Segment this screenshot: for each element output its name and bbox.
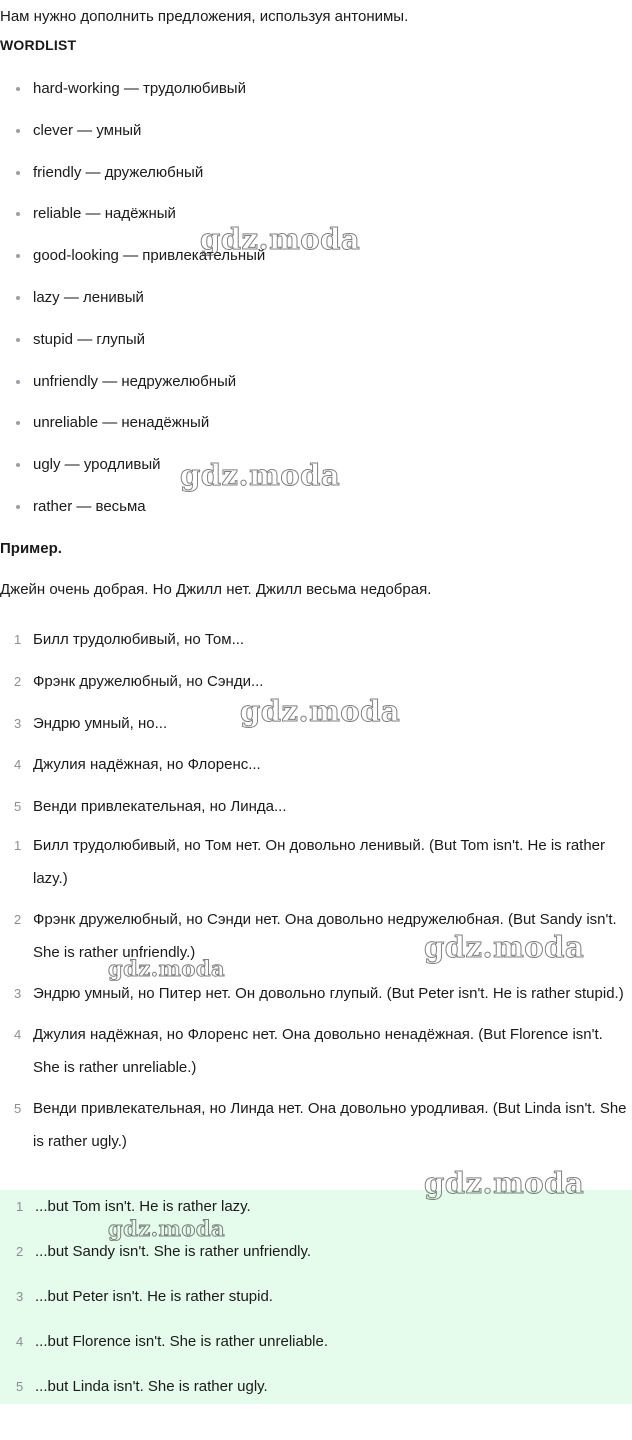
answer-ru-text: Билл трудолюбивый, но Том нет. Он довольно ленивый. (But Tom isn't. He is rather lazy.) [33, 837, 606, 887]
example-title: Пример. [0, 540, 62, 557]
bullet-icon [16, 254, 20, 258]
wordlist-item-text: reliable — надёжный [33, 205, 176, 223]
item-number: 4 [16, 1334, 24, 1349]
watermark-logo: gdz.moda [180, 458, 341, 492]
wordlist-title: WORDLIST [0, 37, 77, 53]
watermark-logo: gdz.moda [108, 956, 226, 981]
question-item [0, 629, 632, 671]
wordlist-item [0, 496, 265, 538]
answer-ru-item [0, 977, 632, 1010]
answer-en-text: ...but Linda isn't. She is rather ugly. [35, 1378, 268, 1395]
wordlist-item [0, 120, 265, 162]
answer-en-text: ...but Sandy isn't. She is rather unfriendly. [35, 1243, 312, 1260]
answer-en-text: ...but Peter isn't. He is rather stupid. [35, 1288, 273, 1305]
example-text: Джейн очень добрая. Но Джилл нет. Джилл весьма недобрая. [0, 581, 432, 598]
bullet-icon [16, 296, 20, 300]
watermark-logo: gdz.moda [240, 694, 401, 728]
item-number: 3 [14, 986, 22, 1001]
watermark-logo: gdz.moda [108, 1216, 226, 1241]
wordlist-item [0, 371, 265, 413]
wordlist-item [0, 412, 265, 454]
question-text: Венди привлекательная, но Линда... [33, 798, 287, 816]
answer-en-item [0, 1376, 328, 1421]
question-text: Фрэнк дружелюбный, но Сэнди... [33, 672, 264, 690]
question-text: Билл трудолюбивый, но Том... [33, 631, 245, 648]
answer-ru-item [0, 1018, 632, 1084]
wordlist-item-text: rather — весьма [33, 497, 146, 515]
answer-box [0, 1190, 632, 1404]
bullet-icon [16, 421, 20, 425]
bullet-icon [16, 87, 20, 91]
watermark-logo: gdz.moda [200, 222, 361, 256]
item-number: 4 [14, 757, 22, 773]
item-number: 5 [14, 799, 22, 815]
wordlist-item-text: unfriendly — недружелюбный [33, 372, 237, 390]
wordlist-item-text: stupid — глупый [33, 330, 146, 348]
item-number: 2 [14, 912, 22, 927]
watermark-logo: gdz.moda [424, 930, 585, 964]
wordlist-item-text: good-looking — привлекательный [33, 247, 266, 265]
wordlist-item-text: lazy — ленивый [33, 288, 144, 306]
watermark-logo: gdz.moda [424, 1166, 585, 1200]
question-item [0, 754, 632, 796]
answer-en-item [0, 1286, 328, 1331]
bullet-icon [16, 463, 20, 467]
bullet-icon [16, 212, 20, 216]
item-number: 3 [16, 1289, 24, 1304]
bullet-icon [16, 505, 20, 509]
wordlist-item [0, 78, 265, 120]
wordlist-item [0, 287, 265, 329]
item-number: 3 [14, 715, 22, 731]
item-number: 1 [14, 838, 22, 853]
wordlist-item [0, 162, 265, 204]
wordlist-item-text: unreliable — ненадёжный [33, 414, 210, 432]
bullet-icon [16, 338, 20, 342]
wordlist-item-text: friendly — дружелюбный [33, 163, 204, 181]
wordlist-item-text: hard-working — трудолюбивый [33, 80, 246, 97]
answer-ru-text: Фрэнк дружелюбный, но Сэнди нет. Она довольно недружелюбная. (But Sandy isn't. She is rather unfriendly.) [33, 911, 617, 961]
bullet-icon [16, 380, 20, 384]
intro-text: Нам нужно дополнить предложения, используя антонимы. [0, 8, 409, 25]
answers-ru-list [0, 829, 632, 1166]
item-number: 1 [14, 632, 22, 647]
answer-ru-item [0, 1092, 632, 1158]
wordlist-item-text: clever — умный [33, 121, 142, 139]
bullet-icon [16, 129, 20, 133]
item-number: 2 [14, 673, 22, 689]
questions-list [0, 629, 632, 838]
answer-en-text: ...but Florence isn't. She is rather unreliable. [35, 1333, 329, 1350]
item-number: 5 [14, 1101, 22, 1116]
answer-en-item [0, 1241, 328, 1286]
wordlist-item-text: ugly — уродливый [33, 456, 161, 474]
item-number: 4 [14, 1027, 22, 1042]
answer-ru-item [0, 829, 632, 895]
question-text: Эндрю умный, но... [33, 714, 168, 732]
answer-ru-text: Эндрю умный, но Питер нет. Он довольно глупый. (But Peter isn't. He is rather stupid.) [33, 985, 624, 1002]
answer-ru-text: Джулия надёжная, но Флоренс нет. Она довольно ненадёжная. (But Florence isn't. She is rather unreliable.) [33, 1026, 603, 1076]
answer-en-text: ...but Tom isn't. He is rather lazy. [35, 1198, 251, 1215]
answer-en-item [0, 1331, 328, 1376]
item-number: 2 [16, 1244, 24, 1259]
item-number: 1 [16, 1199, 24, 1214]
bullet-icon [16, 171, 20, 175]
answer-ru-text: Венди привлекательная, но Линда нет. Она довольно уродливая. (But Linda isn't. She is rather ugly.) [33, 1100, 627, 1150]
item-number: 5 [16, 1379, 24, 1394]
wordlist-item [0, 329, 265, 371]
question-text: Джулия надёжная, но Флоренс... [33, 756, 261, 774]
